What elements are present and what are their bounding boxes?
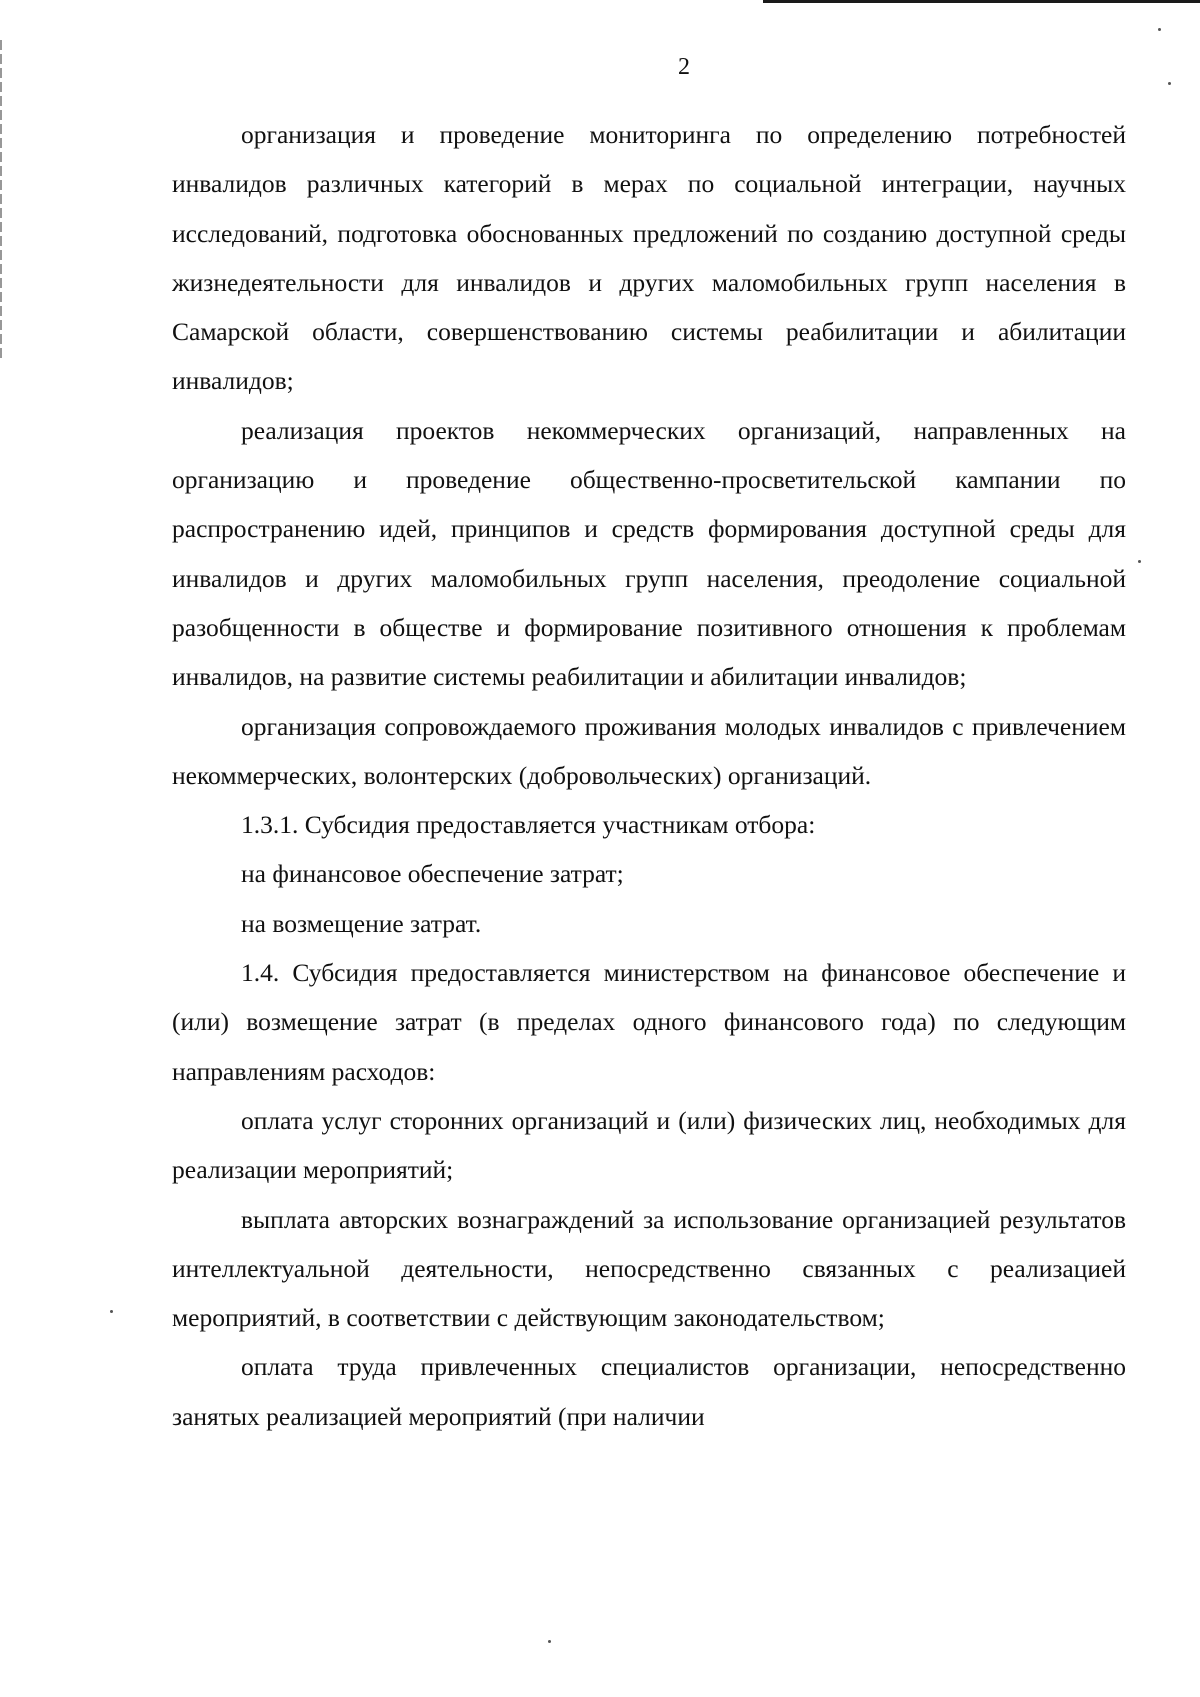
scan-speck — [110, 1310, 113, 1313]
scan-speck — [548, 1640, 551, 1643]
paragraph-services-payment: оплата услуг сторонних организаций и (или) физических лиц, необходимых для реализации мероприятий; — [172, 1105, 1126, 1185]
binding-edge-marks — [0, 40, 2, 360]
paragraph-nko-projects: реализация проектов некоммерческих организаций, направленных на организацию и проведение общественно-просветительской кампании по распространению идей, принципов и средств формирования доступной среды для инвалидов и других маломобильных групп населения, преодоление социальной разобщенности в обществе и формирование позитивного отношения к проблемам инвалидов, на развитие системы реабилитации и абилитации инвалидов; — [172, 415, 1126, 692]
scan-speck — [1138, 560, 1141, 563]
paragraph-supported-living: организация сопровождаемого проживания молодых инвалидов с привлечением некоммерческих, волонтерских (добровольческих) организаций. — [172, 711, 1126, 790]
document-body — [172, 110, 1126, 1441]
paragraph-financial-support: на финансовое обеспечение затрат; — [241, 859, 624, 889]
paragraph-monitoring: организация и проведение мониторинга по определению потребностей инвалидов различных категорий в мерах по социальной интеграции, научных исследований, подготовка обоснованных предложений по созданию доступной среды жизнедеятельности для инвалидов и других маломобильных групп населения в Самарской области, совершенствованию системы реабилитации и абилитации инвалидов; — [172, 120, 1126, 396]
paragraph-1-4: 1.4. Субсидия предоставляется министерством на финансовое обеспечение и (или) возмещение затрат (в пределах одного финансового года) по следующим направлениям расходов: — [172, 958, 1126, 1086]
scan-speck — [1168, 82, 1171, 85]
page-number: 2 — [678, 54, 690, 80]
paragraph-specialists-pay: оплата труда привлеченных специалистов организации, непосредственно занятых реализацией мероприятий (при наличии — [172, 1352, 1126, 1431]
paragraph-1-3-1: 1.3.1. Субсидия предоставляется участникам отбора: — [241, 810, 816, 840]
paragraph-royalties: выплата авторских вознаграждений за использование организацией результатов интеллектуальной деятельности, непосредственно связанных с реализацией мероприятий, в соответствии с действующим законодательством; — [172, 1204, 1126, 1333]
top-edge-rule — [763, 0, 1200, 3]
scan-speck — [1158, 28, 1161, 31]
paragraph-reimbursement: на возмещение затрат. — [241, 908, 482, 938]
